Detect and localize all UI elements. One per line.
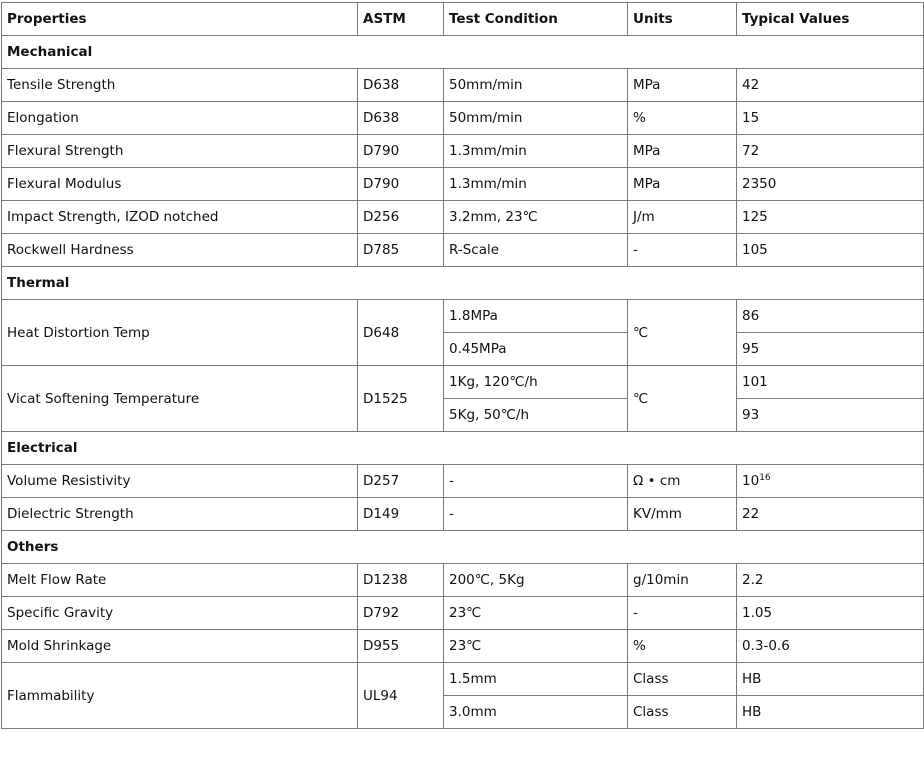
condition-cell: 1.3mm/min bbox=[444, 168, 628, 201]
table-row bbox=[2, 102, 924, 135]
unit-cell: % bbox=[628, 102, 737, 135]
unit-cell: - bbox=[628, 234, 737, 267]
value-cell: 95 bbox=[737, 333, 924, 366]
property-cell: Impact Strength, IZOD notched bbox=[2, 201, 358, 234]
unit-cell: MPa bbox=[628, 69, 737, 102]
section-row-electrical bbox=[2, 432, 924, 465]
astm-cell: D648 bbox=[358, 300, 444, 366]
unit-cell: KV/mm bbox=[628, 498, 737, 531]
condition-cell: 1.3mm/min bbox=[444, 135, 628, 168]
property-cell: Flammability bbox=[2, 663, 358, 729]
properties-table bbox=[1, 2, 924, 729]
table-row bbox=[2, 663, 924, 696]
astm-cell: D149 bbox=[358, 498, 444, 531]
astm-cell: D785 bbox=[358, 234, 444, 267]
table-row bbox=[2, 69, 924, 102]
unit-cell: - bbox=[628, 597, 737, 630]
condition-cell: 200℃, 5Kg bbox=[444, 564, 628, 597]
section-title-thermal: Thermal bbox=[2, 267, 924, 300]
table-row bbox=[2, 465, 924, 498]
condition-cell: 5Kg, 50℃/h bbox=[444, 399, 628, 432]
condition-cell: 23℃ bbox=[444, 597, 628, 630]
table-row bbox=[2, 597, 924, 630]
unit-cell: ℃ bbox=[628, 300, 737, 366]
unit-cell: MPa bbox=[628, 135, 737, 168]
value-cell: HB bbox=[737, 696, 924, 729]
value-cell: 101 bbox=[737, 366, 924, 399]
property-cell: Flexural Modulus bbox=[2, 168, 358, 201]
table-row bbox=[2, 564, 924, 597]
astm-cell: D955 bbox=[358, 630, 444, 663]
value-cell: 93 bbox=[737, 399, 924, 432]
unit-cell: Ω • cm bbox=[628, 465, 737, 498]
property-cell: Flexural Strength bbox=[2, 135, 358, 168]
header-astm: ASTM bbox=[358, 3, 444, 36]
header-units: Units bbox=[628, 3, 737, 36]
property-cell: Volume Resistivity bbox=[2, 465, 358, 498]
table-row bbox=[2, 135, 924, 168]
section-row-mechanical bbox=[2, 36, 924, 69]
condition-cell: 3.2mm, 23℃ bbox=[444, 201, 628, 234]
condition-cell: - bbox=[444, 465, 628, 498]
section-title-mechanical: Mechanical bbox=[2, 36, 924, 69]
header-typical-values: Typical Values bbox=[737, 3, 924, 36]
astm-cell: D256 bbox=[358, 201, 444, 234]
property-cell: Tensile Strength bbox=[2, 69, 358, 102]
value-cell: 1.05 bbox=[737, 597, 924, 630]
property-cell: Rockwell Hardness bbox=[2, 234, 358, 267]
property-cell: Melt Flow Rate bbox=[2, 564, 358, 597]
section-row-others bbox=[2, 531, 924, 564]
astm-cell: UL94 bbox=[358, 663, 444, 729]
value-cell bbox=[737, 465, 924, 498]
header-properties: Properties bbox=[2, 3, 358, 36]
condition-cell: 3.0mm bbox=[444, 696, 628, 729]
value-cell: 22 bbox=[737, 498, 924, 531]
section-row-thermal bbox=[2, 267, 924, 300]
table-row bbox=[2, 300, 924, 333]
value-cell: 15 bbox=[737, 102, 924, 135]
value-base: 10 bbox=[742, 473, 760, 489]
table-row bbox=[2, 366, 924, 399]
header-row bbox=[2, 3, 924, 36]
section-title-electrical: Electrical bbox=[2, 432, 924, 465]
value-cell: 2.2 bbox=[737, 564, 924, 597]
unit-cell: Class bbox=[628, 696, 737, 729]
condition-cell: R-Scale bbox=[444, 234, 628, 267]
property-cell: Heat Distortion Temp bbox=[2, 300, 358, 366]
property-cell: Dielectric Strength bbox=[2, 498, 358, 531]
astm-cell: D790 bbox=[358, 168, 444, 201]
value-cell: HB bbox=[737, 663, 924, 696]
value-cell: 125 bbox=[737, 201, 924, 234]
unit-cell: Class bbox=[628, 663, 737, 696]
property-cell: Elongation bbox=[2, 102, 358, 135]
table-row bbox=[2, 168, 924, 201]
property-cell: Mold Shrinkage bbox=[2, 630, 358, 663]
condition-cell: 1.5mm bbox=[444, 663, 628, 696]
value-cell: 42 bbox=[737, 69, 924, 102]
unit-cell: ℃ bbox=[628, 366, 737, 432]
value-cell: 2350 bbox=[737, 168, 924, 201]
astm-cell: D792 bbox=[358, 597, 444, 630]
property-cell: Vicat Softening Temperature bbox=[2, 366, 358, 432]
value-cell: 72 bbox=[737, 135, 924, 168]
table-row bbox=[2, 630, 924, 663]
unit-cell: % bbox=[628, 630, 737, 663]
astm-cell: D638 bbox=[358, 69, 444, 102]
section-title-others: Others bbox=[2, 531, 924, 564]
unit-cell: J/m bbox=[628, 201, 737, 234]
astm-cell: D1525 bbox=[358, 366, 444, 432]
table-row bbox=[2, 498, 924, 531]
unit-cell: g/10min bbox=[628, 564, 737, 597]
astm-cell: D638 bbox=[358, 102, 444, 135]
table-row bbox=[2, 234, 924, 267]
header-test-condition: Test Condition bbox=[444, 3, 628, 36]
value-cell: 0.3-0.6 bbox=[737, 630, 924, 663]
condition-cell: - bbox=[444, 498, 628, 531]
astm-cell: D790 bbox=[358, 135, 444, 168]
condition-cell: 0.45MPa bbox=[444, 333, 628, 366]
value-exponent: 16 bbox=[759, 473, 771, 483]
value-cell: 105 bbox=[737, 234, 924, 267]
astm-cell: D257 bbox=[358, 465, 444, 498]
condition-cell: 50mm/min bbox=[444, 69, 628, 102]
table-row bbox=[2, 201, 924, 234]
unit-cell: MPa bbox=[628, 168, 737, 201]
astm-cell: D1238 bbox=[358, 564, 444, 597]
condition-cell: 1Kg, 120℃/h bbox=[444, 366, 628, 399]
condition-cell: 23℃ bbox=[444, 630, 628, 663]
condition-cell: 1.8MPa bbox=[444, 300, 628, 333]
property-cell: Specific Gravity bbox=[2, 597, 358, 630]
value-cell: 86 bbox=[737, 300, 924, 333]
condition-cell: 50mm/min bbox=[444, 102, 628, 135]
